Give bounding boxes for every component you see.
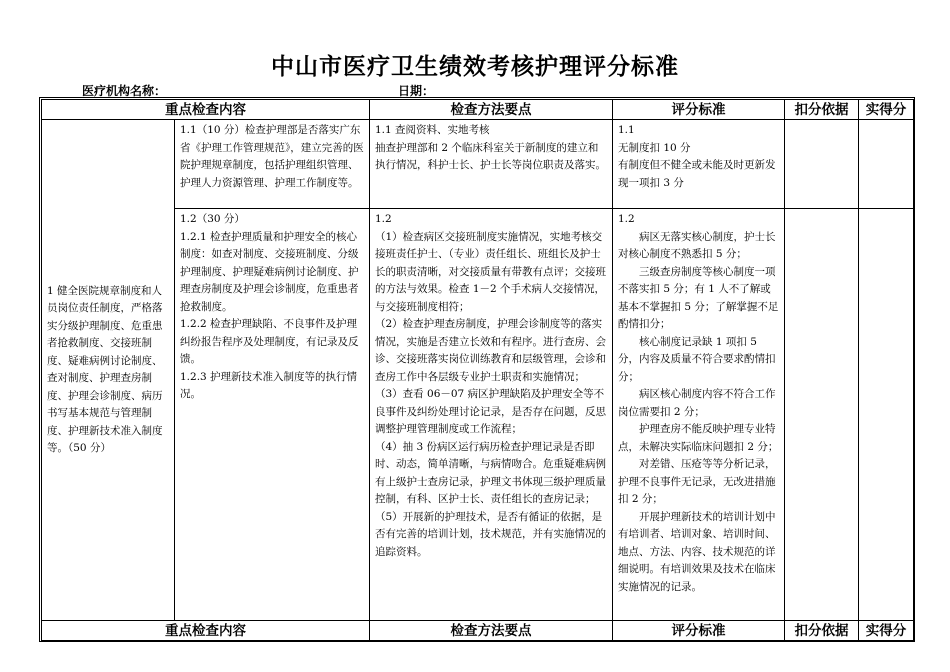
header-method: 检查方法要点 (370, 100, 613, 120)
header-content: 重点检查内容 (42, 100, 370, 120)
score-cell-1-2[interactable] (859, 209, 914, 621)
method-1-1: 1.1 查阅资料、实地考核 抽查护理部和 2 个临床科室关于新制度的建立和执行情况，科护士长、护士长等岗位职责及落实。 (370, 120, 613, 209)
method-1-2 (370, 209, 613, 621)
standard-line: 病区核心制度内容不符合工作岗位需要扣 2 分； (618, 388, 776, 418)
header-score: 实得分 (859, 100, 914, 120)
document-title: 中山市医疗卫生绩效考核护理评分标准 (271, 54, 679, 80)
item-1-2 (175, 209, 370, 621)
standard-1-2 (613, 209, 785, 621)
method-line: 1.2 (375, 213, 392, 225)
standard-line: 对差错、压疮等等分析记录，护理不良事件无记录，无改进措施扣 2 分； (618, 458, 776, 505)
item-1-1: 1.1（10 分）检查护理部是否落实广东省《护理工作管理规范》，建立完善的医院护理规章制度，包括护理组织管理、护理人力资源管理、护理工作制度等。 (175, 120, 370, 209)
header-standard: 评分标准 (613, 100, 785, 120)
score-cell-1-1[interactable] (859, 120, 914, 209)
standard-head: 1.2 (618, 213, 635, 225)
header-content: 重点检查内容 (42, 621, 370, 641)
header-score: 实得分 (859, 621, 914, 641)
method-line: （2）检查护理查房制度，护理会诊制度等的落实情况，实施是否建立长效和有程序。进行查房、会诊、交接班落实岗位训练教育和层级管理，会诊和查房工作中各层级专业护士职责和实施情况； (375, 318, 606, 383)
method-line: （1）检查病区交接班制度实施情况，实地考核交接班责任护士、（专业）责任组长、班组长及护士长的职责清晰，对交接质量有带教有点评；交接班的方法与效果。检查 1－2 个手术病人交接情况，与交接班制度相符； (375, 230, 606, 313)
basis-cell-1-2[interactable] (785, 209, 859, 621)
category-cell: 1 健全医院规章制度和人员岗位责任制度，严格落实分级护理制度、危重患者抢救制度、交接班制度、疑难病例讨论制度、查对制度、护理查房制度、护理会诊制度、病历书写基本规范与管理制度、护理新技术准入制度等。（50 分） (42, 120, 175, 621)
method-line: （5）开展新的护理技术，是否有循证的依据，是否有完善的培训计划，技术规范，并有实施情况的追踪资料。 (375, 510, 606, 558)
item-line: 1.2.1 检查护理质量和护理安全的核心制度：如查对制度、交接班制度、分级护理制度、护理疑难病例讨论制度、护理查房制度及护理会诊制度，危重患者抢救制度。 (180, 230, 359, 313)
standard-line: 三级查房制度等核心制度一项不落实扣 5 分；有 1 人不了解或基本不掌握扣 5 分；了解掌握不足酌情扣分； (618, 265, 779, 330)
institution-name-label: 医疗机构名称： (82, 84, 167, 98)
table-row-1-1 (42, 120, 914, 209)
header-basis: 扣分依据 (785, 100, 859, 120)
standard-line: 病区无落实核心制度，护士长对核心制度不熟悉扣 5 分； (618, 230, 776, 260)
item-line: 1.2（30 分） (180, 213, 245, 225)
header-standard: 评分标准 (613, 621, 785, 641)
standard-line: 有制度但不健全或未能及时更新发现一项扣 3 分 (618, 159, 776, 189)
method-line: （3）查看 06－07 病区护理缺陷及护理安全等不良事件及纠纷处理讨论记录，是否存在问题，反思调整护理管理制度或工作流程； (375, 388, 606, 435)
standard-line: 1.1 (618, 124, 635, 136)
item-line: 1.2.2 检查护理缺陷、不良事件及护理纠纷报告程序及处理制度，有记录及反馈。 (180, 318, 359, 365)
basis-cell-1-1[interactable] (785, 120, 859, 209)
date-label: 日期： (398, 84, 435, 98)
standard-line: 无制度扣 10 分 (618, 141, 691, 154)
standard-line: 护理查房不能反映护理专业特点，未解决实际临床问题扣 2 分； (618, 423, 779, 453)
table-header-row (42, 100, 914, 120)
item-line: 1.2.3 护理新技术准入制度等的执行情况。 (180, 370, 358, 400)
standard-line: 核心制度记录缺 1 项扣 5 分，内容及质量不符合要求酌情扣分； (618, 335, 776, 383)
header-method: 检查方法要点 (370, 621, 613, 641)
standard-line: 开展护理新技术的培训计划中有培训者、培训对象、培训时间、地点、方法、内容、技术规范的详细说明。有培训效果及技术在临床实施情况的记录。 (618, 510, 776, 593)
scoring-table (41, 99, 914, 641)
header-basis: 扣分依据 (785, 621, 859, 641)
table-header-row-repeat (42, 621, 914, 641)
method-line: （4）抽 3 份病区运行病历检查护理记录是否即时、动态，简单清晰，与病情吻合。危重疑难病例有上级护士查房记录，护理文书体现三级护理质量控制，有科、区护士长、责任组长的查房记录； (375, 440, 606, 505)
standard-1-1 (613, 120, 785, 209)
